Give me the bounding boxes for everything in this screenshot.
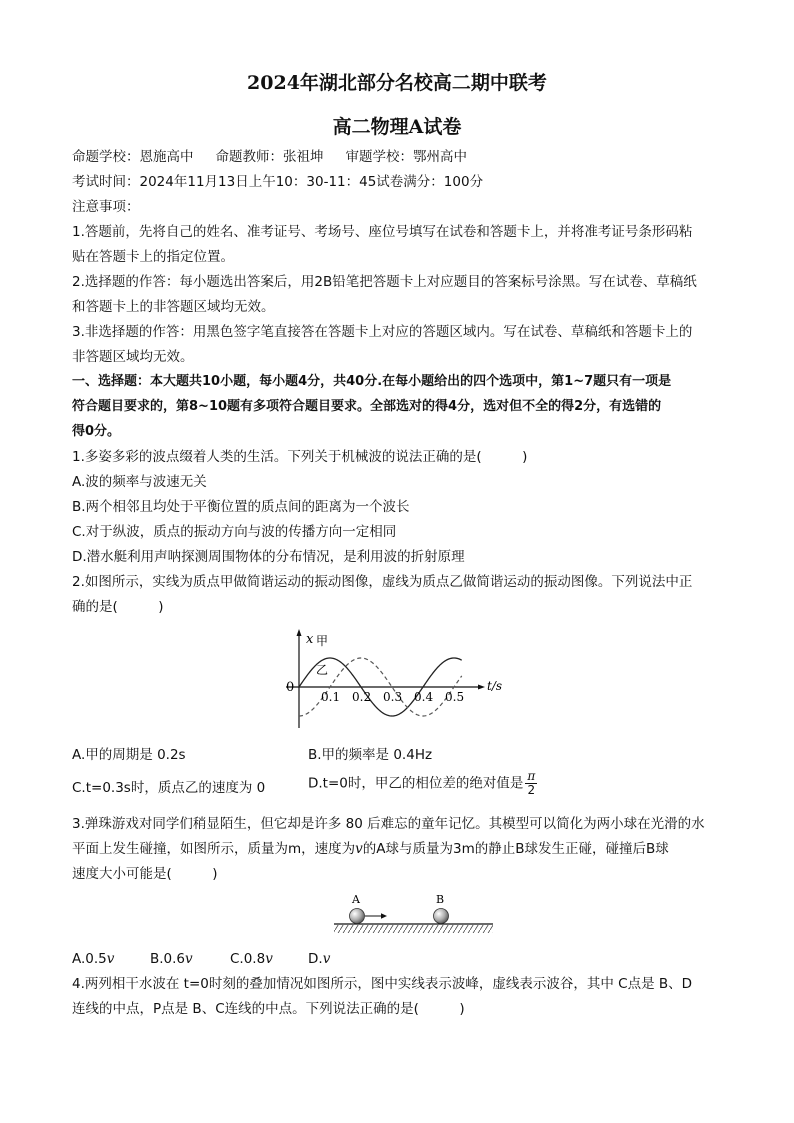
ball-b-label: B — [436, 893, 445, 906]
fraction-numerator: π — [527, 769, 536, 783]
ball-a — [350, 909, 365, 924]
ball-b — [434, 909, 449, 924]
note-2-line-a: 2.选择题的作答：每小题选出答案后，用2B铅笔把答题卡上对应题目的答案标号涂黑。写在试卷、草稿纸 — [72, 274, 697, 290]
q3-option-c — [230, 950, 273, 968]
tick-label: 0.3 — [383, 690, 403, 704]
q2-option-d-text: D.t=0时，甲乙的相位差的绝对值是 — [308, 775, 524, 792]
exam-meta-line — [72, 148, 467, 166]
y-axis-arrow-icon — [297, 629, 302, 636]
section-1-line-c: 得0分。 — [72, 424, 121, 439]
fraction-denominator: 2 — [527, 783, 536, 797]
q3-stem-line-c: 速度大小可能是( ) — [72, 866, 218, 882]
ground-hatch — [334, 925, 493, 933]
review-label: 审题学校：鄂州高中 — [345, 149, 467, 165]
q3-option-b — [150, 950, 193, 968]
q2-vibration-graph — [282, 628, 512, 732]
school-label: 命题学校：恩施高中 — [72, 149, 194, 165]
x-axis-label: t/s — [487, 679, 503, 693]
q1-option-c: C.对于纵波，质点的振动方向与波的传播方向一定相同 — [72, 524, 397, 540]
tick-label: 0.1 — [321, 690, 341, 704]
q3-stem-line-a: 3.弹珠游戏对同学们稍显陌生，但它却是许多 80 后难忘的童年记忆。其模型可以简化为两小球在光滑的水 — [72, 816, 705, 832]
q2-option-c: C.t=0.3s时，质点乙的速度为 0 — [72, 780, 266, 796]
q3-option-b-text: B.0.6 — [150, 951, 186, 967]
note-3-line-a: 3.非选择题的作答：用黑色签字笔直接答在答题卡上对应的答题区域内。写在试卷、草稿纸和答题卡上的 — [72, 324, 693, 340]
exam-time-line: 考试时间：2024年11月13日上午10：30-11：45试卷满分：100分 — [72, 174, 484, 190]
q1-option-b: B.两个相邻且均处于平衡位置的质点间的距离为一个波长 — [72, 499, 410, 515]
q3-option-c-text: C.0.8 — [230, 951, 266, 967]
x-axis-arrow-icon — [478, 685, 485, 690]
q3-stem-b-part2: 的A球与质量为3m的静止B球发生正碰，碰撞后B球 — [362, 841, 669, 857]
note-2-line-b: 和答题卡上的非答题区域均无效。 — [72, 299, 275, 315]
tick-labels — [321, 690, 464, 704]
q2-stem-line-b: 确的是( ) — [72, 599, 164, 615]
q2-option-a: A.甲的周期是 0.2s — [72, 747, 186, 763]
q4-stem-line-a: 4.两列相干水波在 t=0时刻的叠加情况如图所示，图中实线表示波峰，虚线表示波谷，其中 C点是 B、D — [72, 976, 693, 992]
section-1-line-a: 一、选择题：本大题共10小题，每小题4分，共40分.在每小题给出的四个选项中，第1~7题只有一项是 — [72, 374, 672, 389]
q3-stem-line-b — [72, 840, 669, 858]
pi-over-2-fraction — [525, 770, 537, 797]
tick-label: 0.4 — [414, 690, 434, 704]
q3-stem-b-part1: 平面上发生碰撞，如图所示，质量为m，速度为 — [72, 841, 356, 857]
q2-option-d — [308, 770, 537, 797]
note-1-line-a: 1.答题前，先将自己的姓名、准考证号、考场号、座位号填写在试卷和答题卡上，并将准考证号条形码粘 — [72, 224, 693, 240]
q3-option-a-text: A.0.5 — [72, 951, 107, 967]
curve-label-jia: 甲 — [316, 634, 329, 648]
q3-option-b-v: v — [185, 951, 193, 967]
q2-option-b: B.甲的频率是 0.4Hz — [308, 747, 433, 763]
tick-label: 0.2 — [352, 690, 372, 704]
exam-title: 2024年湖北部分名校高二期中联考 — [247, 72, 547, 94]
ball-a-label: A — [352, 893, 360, 906]
q3-velocity-symbol: v — [355, 841, 363, 857]
origin-label: 0 — [286, 680, 295, 695]
q3-option-a — [72, 950, 114, 968]
q4-stem-line-b: 连线的中点，P点是 B、C连线的中点。下列说法正确的是( ) — [72, 1001, 465, 1017]
q3-option-c-v: v — [265, 951, 273, 967]
tick-label: 0.5 — [445, 690, 465, 704]
note-1-line-b: 贴在答题卡上的指定位置。 — [72, 249, 234, 265]
q2-stem-line-a: 2.如图所示，实线为质点甲做简谐运动的振动图像，虚线为质点乙做简谐运动的振动图像。下列说法中正 — [72, 574, 693, 590]
q3-option-d-v: v — [322, 951, 331, 967]
exam-subtitle: 高二物理A试卷 — [332, 116, 462, 138]
q1-option-d: D.潜水艇利用声呐探测周围物体的分布情况，是利用波的折射原理 — [72, 549, 465, 565]
notes-heading: 注意事项： — [72, 199, 140, 215]
velocity-arrow-icon — [381, 913, 387, 918]
q3-option-d — [308, 950, 330, 968]
q1-option-a: A.波的频率与波速无关 — [72, 474, 207, 490]
note-3-line-b: 非答题区域均无效。 — [72, 349, 194, 365]
section-1-line-b: 符合题目要求的，第8~10题有多项符合题目要求。全部选对的得4分，选对但不全的得2分，有选错的 — [72, 399, 662, 414]
q1-stem: 1.多姿多彩的波点缀着人类的生活。下列关于机械波的说法正确的是( ) — [72, 449, 528, 465]
q3-option-a-v: v — [106, 951, 115, 967]
curve-label-yi: 乙 — [316, 663, 329, 677]
q3-collision-figure — [330, 890, 496, 940]
y-axis-label: x — [306, 632, 314, 647]
q3-option-d-text: D. — [308, 951, 323, 967]
teacher-label: 命题教师：张祖坤 — [215, 149, 324, 165]
